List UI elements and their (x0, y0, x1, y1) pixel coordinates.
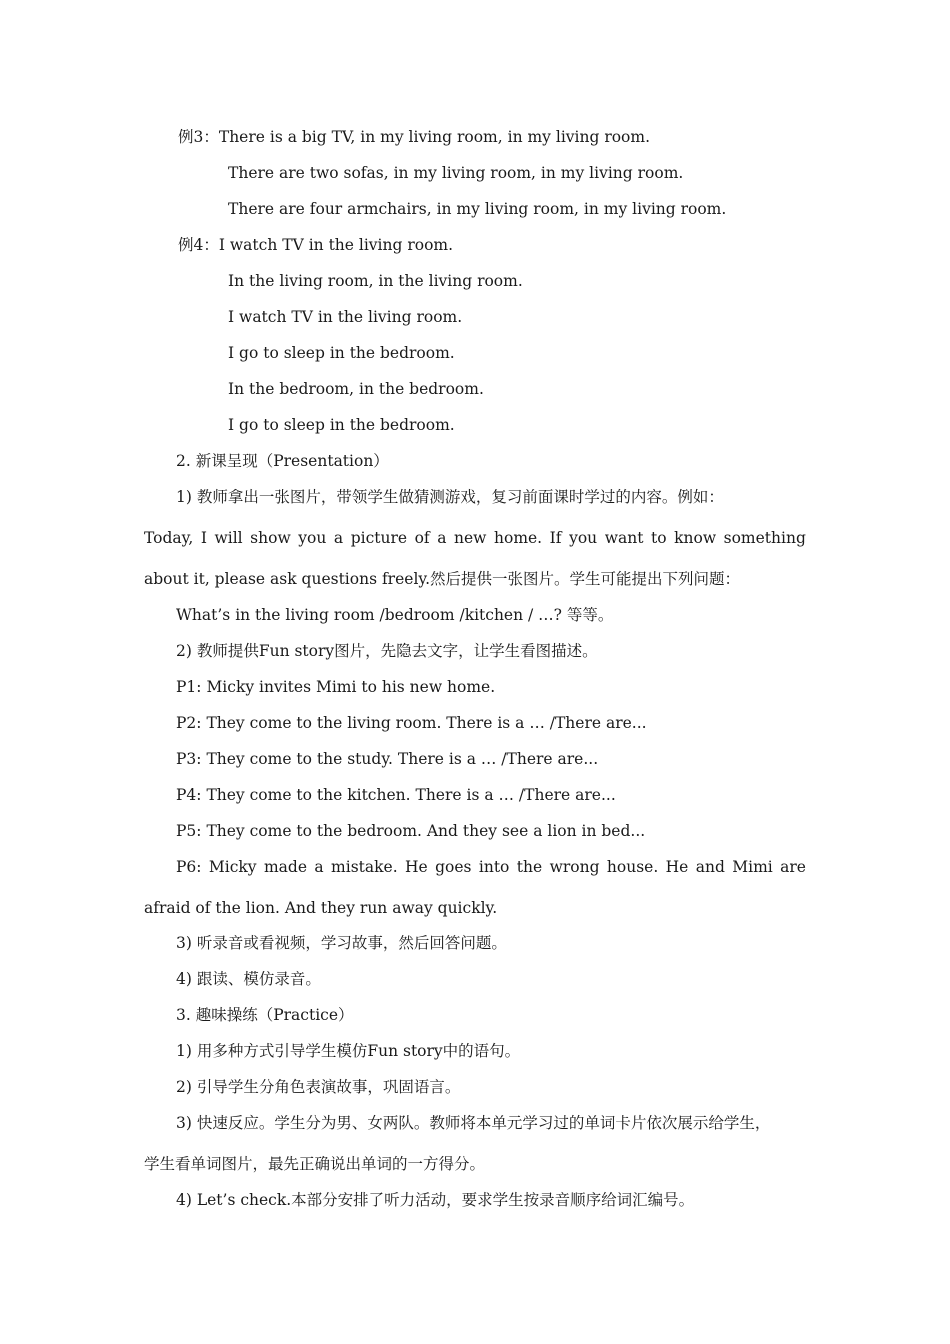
text-line: There are two sofas, in my living room, in my living room. (228, 164, 684, 182)
text-line: I go to sleep in the bedroom. (228, 344, 455, 362)
word: you (298, 529, 327, 547)
text-line: In the living room, in the living room. (228, 272, 523, 290)
word: show (250, 529, 291, 547)
text-line: What’s in the living room /bedroom /kitchen / …? 等等。 (176, 606, 614, 624)
word: something (723, 529, 806, 547)
word: goes (435, 858, 472, 876)
justified-line (176, 857, 806, 877)
text-line: 1) 教师拿出一张图片，带领学生做猜测游戏，复习前面课时学过的内容。例如： (176, 488, 724, 506)
text-line: P5: They come to the bedroom. And they see a lion in bed... (176, 822, 646, 840)
word: made (263, 858, 308, 876)
text-line: P1: Micky invites Mimi to his new home. (176, 678, 496, 696)
text-line: 2) 引导学生分角色表演故事，巩固语言。 (176, 1078, 461, 1096)
word: of (414, 529, 430, 547)
text-line: 1) 用多种方式引导学生模仿Fun story中的语句。 (176, 1042, 521, 1060)
word: and (695, 858, 725, 876)
word: picture (350, 529, 408, 547)
text-line: 4) 跟读、模仿录音。 (176, 970, 321, 988)
text-line: 例4：I watch TV in the living room. (178, 236, 454, 254)
text-line: afraid of the lion. And they run away quickly. (144, 899, 498, 917)
word: Today, (144, 529, 194, 547)
text-line: P3: They come to the study. There is a … /There are... (176, 750, 599, 768)
word: to (651, 529, 667, 547)
section-heading: 2. 新课呈现（Presentation） (176, 452, 389, 470)
word: you (569, 529, 598, 547)
word: Micky (208, 858, 257, 876)
word: mistake. (331, 858, 398, 876)
word: a (333, 529, 344, 547)
text-line: about it, please ask questions freely.然后提供一张图片。学生可能提出下列问题： (144, 570, 741, 588)
word: new (454, 529, 487, 547)
word: He (665, 858, 689, 876)
text-line: 2) 教师提供Fun story图片，先隐去文字，让学生看图描述。 (176, 642, 598, 660)
word: P6: (176, 858, 202, 876)
word: He (405, 858, 428, 876)
justified-line (144, 528, 806, 548)
word: will (214, 529, 243, 547)
word: home. (494, 529, 543, 547)
text-line: 学生看单词图片，最先正确说出单词的一方得分。 (144, 1155, 486, 1173)
text-line: 3) 快速反应。学生分为男、女两队。教师将本单元学习过的单词卡片依次展示给学生， (176, 1114, 771, 1132)
word: into (478, 858, 510, 876)
word: I (200, 529, 207, 547)
word: a (437, 529, 447, 547)
word: a (314, 858, 324, 876)
text-line: P4: They come to the kitchen. There is a … /There are... (176, 786, 616, 804)
text-line: 4) Let’s check.本部分安排了听力活动，要求学生按录音顺序给词汇编号。 (176, 1191, 695, 1209)
word: are (780, 858, 806, 876)
word: house. (606, 858, 659, 876)
text-line: I go to sleep in the bedroom. (228, 416, 455, 434)
text-line: There are four armchairs, in my living room, in my living room. (228, 200, 727, 218)
word: If (549, 529, 562, 547)
word: Mimi (732, 858, 773, 876)
text-line: In the bedroom, in the bedroom. (228, 380, 484, 398)
word: know (674, 529, 717, 547)
word: the (516, 858, 543, 876)
text-line: 例3：There is a big TV, in my living room, in my living room. (178, 128, 651, 146)
text-line: I watch TV in the living room. (228, 308, 463, 326)
section-heading: 3. 趣味操练（Practice） (176, 1006, 354, 1024)
word: wrong (549, 858, 600, 876)
word: want (604, 529, 644, 547)
text-line: 3) 听录音或看视频，学习故事，然后回答问题。 (176, 934, 507, 952)
text-line: P2: They come to the living room. There is a … /There are... (176, 714, 647, 732)
